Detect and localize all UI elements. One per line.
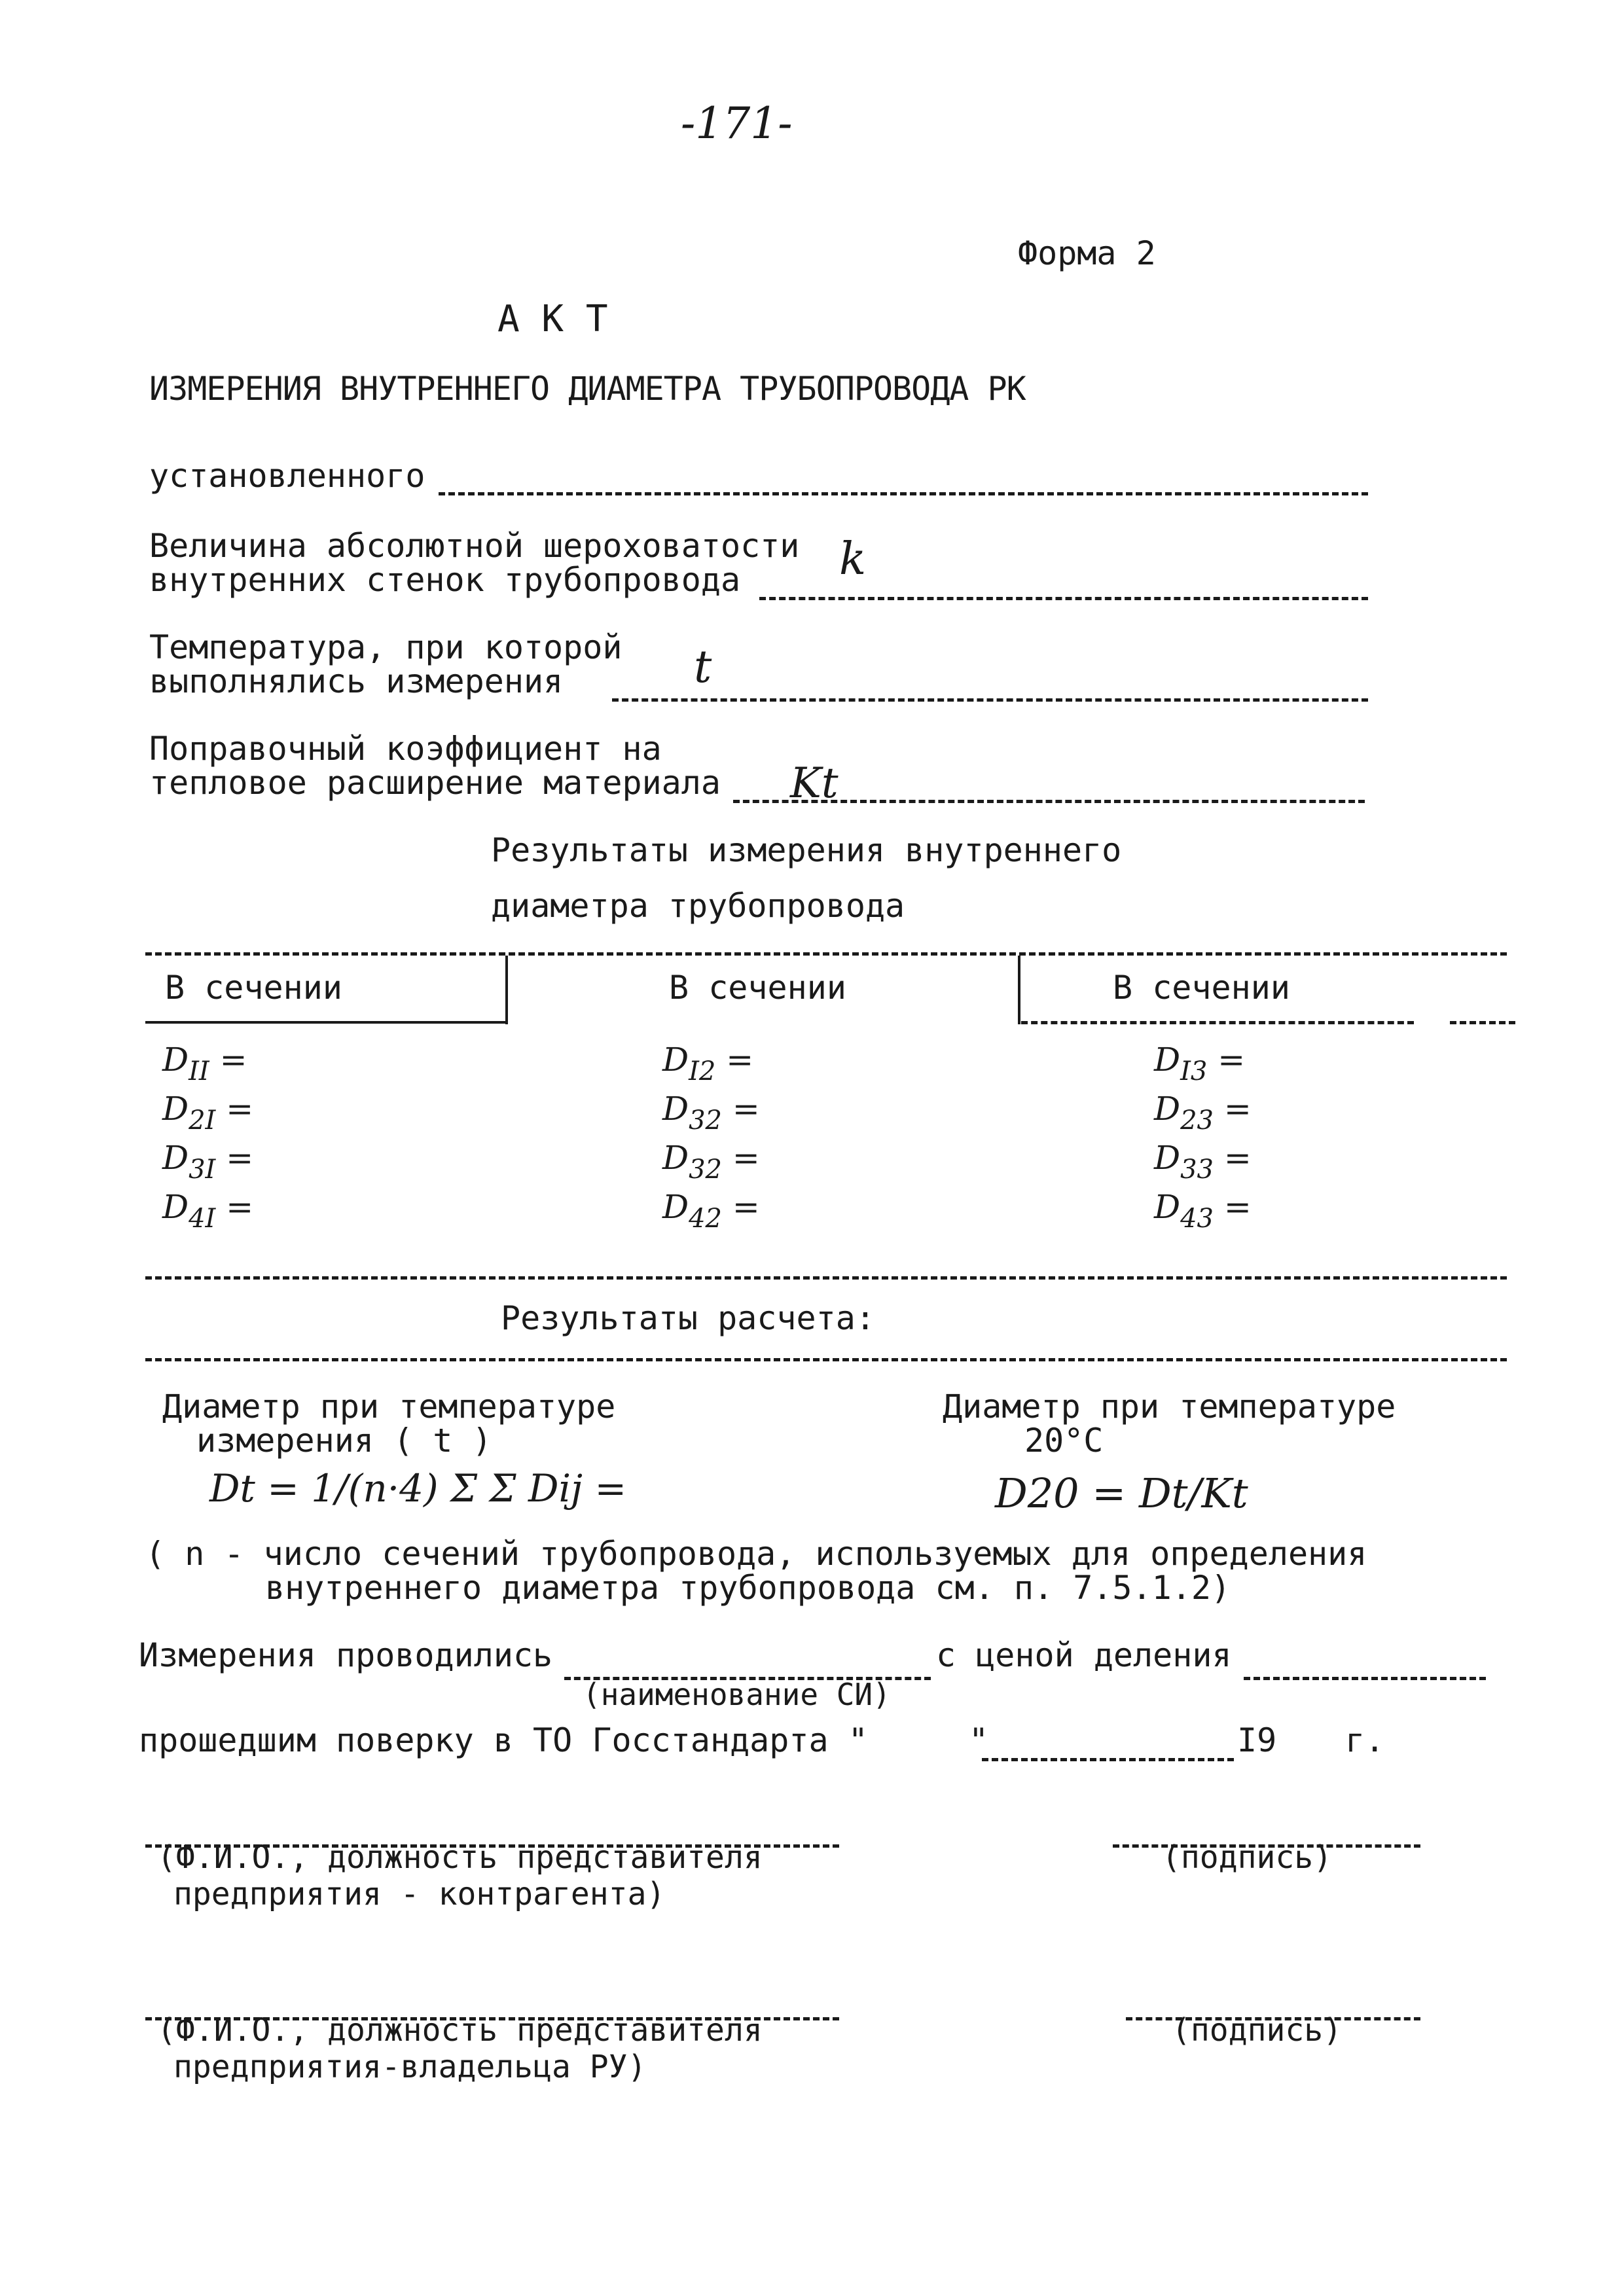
- calc-note-2: внутреннего диаметра трубопровода см. п. 7.5.1.2): [265, 1569, 1231, 1607]
- table-col-divider-1: [505, 956, 508, 1024]
- verification-label: прошедшим поверку в ТО Госстандарта ": [139, 1721, 868, 1759]
- roughness-symbol: k: [839, 533, 867, 585]
- signature-1-caption-1: (Ф.И.О., должность представителя: [157, 1839, 763, 1876]
- signature-2-sign-label: (подпись): [1172, 2012, 1343, 2049]
- table-top-rule: [145, 952, 1507, 956]
- calc-left-formula: Dt = 1/(n·4) Σ Σ Dij =: [209, 1466, 627, 1511]
- table-header-2: В сечении: [669, 969, 846, 1007]
- instrument-caption: (наименование СИ): [583, 1677, 891, 1712]
- field-installed-label: установленного: [149, 457, 425, 495]
- table-cell: $D_{I3}$ =: [1154, 1041, 1246, 1086]
- field-temperature-line[interactable]: [612, 698, 1368, 702]
- table-header-3: В сечении: [1113, 969, 1290, 1007]
- signature-2-caption-2: предприятия-владельца РУ): [173, 2049, 647, 2085]
- field-correction-label-1: Поправочный коэффициент на: [149, 730, 662, 768]
- calc-right-formula: D20 = Dt/Kt: [995, 1469, 1248, 1517]
- calc-rule: [145, 1358, 1507, 1361]
- signature-1-sign-label: (подпись): [1162, 1839, 1333, 1876]
- table-cell: $D_{I2}$ =: [662, 1041, 754, 1086]
- table-cell: $D_{43}$ =: [1154, 1188, 1252, 1234]
- field-roughness-label-1: Величина абсолютной шероховатости: [149, 527, 800, 565]
- table-bottom-rule: [145, 1276, 1507, 1280]
- division-value-line[interactable]: [1244, 1677, 1486, 1680]
- temperature-symbol: t: [694, 641, 712, 693]
- table-cell: $D_{II}$ =: [162, 1041, 247, 1086]
- correction-symbol: Kt: [790, 759, 839, 808]
- verification-date-line[interactable]: [982, 1758, 1234, 1761]
- field-correction-label-2: тепловое расширение материала: [149, 764, 721, 802]
- field-temperature-label-1: Температура, при которой: [149, 628, 623, 666]
- table-header-rule-2: [1021, 1021, 1414, 1024]
- calc-right-label-2: 20°C: [1024, 1422, 1104, 1460]
- verification-year-suffix: г.: [1345, 1721, 1385, 1759]
- verification-quote-close: ": [969, 1721, 989, 1759]
- page-number: -171-: [681, 98, 793, 149]
- document-title: А К Т: [497, 298, 608, 340]
- field-roughness-label-2: внутренних стенок трубопровода: [149, 561, 741, 599]
- table-cell: $D_{32}$ =: [662, 1139, 760, 1185]
- results-heading-1: Результаты измерения внутреннего: [491, 831, 1122, 869]
- field-installed-line[interactable]: [439, 492, 1368, 495]
- field-roughness-line[interactable]: [759, 597, 1368, 600]
- form-label: Форма 2: [1018, 234, 1156, 272]
- calc-left-label-2: измерения ( t ): [196, 1422, 492, 1460]
- verification-year-prefix: I9: [1237, 1721, 1277, 1759]
- calc-heading: Результаты расчета:: [501, 1299, 875, 1337]
- table-cell: $D_{33}$ =: [1154, 1139, 1252, 1185]
- document-subtitle: ИЗМЕРЕНИЯ ВНУТРЕННЕГО ДИАМЕТРА ТРУБОПРОВОДА РК: [149, 370, 1026, 408]
- calc-left-label-1: Диаметр при температуре: [162, 1388, 616, 1426]
- field-temperature-label-2: выполнялись измерения: [149, 662, 564, 700]
- calc-note-1: ( n - число сечений трубопровода, используемых для определения: [145, 1535, 1367, 1573]
- division-label: с ценой деления: [936, 1636, 1232, 1674]
- table-header-rule-1: [145, 1021, 507, 1024]
- table-cell: $D_{4I}$ =: [162, 1188, 254, 1234]
- table-cell: $D_{42}$ =: [662, 1188, 760, 1234]
- table-col-divider-2: [1018, 956, 1020, 1024]
- results-heading-2: диаметра трубопровода: [491, 887, 905, 925]
- table-cell: $D_{3I}$ =: [162, 1139, 254, 1185]
- field-correction-line[interactable]: [733, 800, 1365, 803]
- table-cell: $D_{32}$ =: [662, 1090, 760, 1136]
- table-cell: $D_{23}$ =: [1154, 1090, 1252, 1136]
- measurements-label: Измерения проводились: [139, 1636, 553, 1674]
- signature-1-caption-2: предприятия - контрагента): [173, 1876, 666, 1912]
- table-cell: $D_{2I}$ =: [162, 1090, 254, 1136]
- table-header-rule-3: [1450, 1021, 1515, 1024]
- calc-right-label-1: Диаметр при температуре: [943, 1388, 1396, 1426]
- signature-2-caption-1: (Ф.И.О., должность представителя: [157, 2012, 763, 2049]
- table-header-1: В сечении: [165, 969, 342, 1007]
